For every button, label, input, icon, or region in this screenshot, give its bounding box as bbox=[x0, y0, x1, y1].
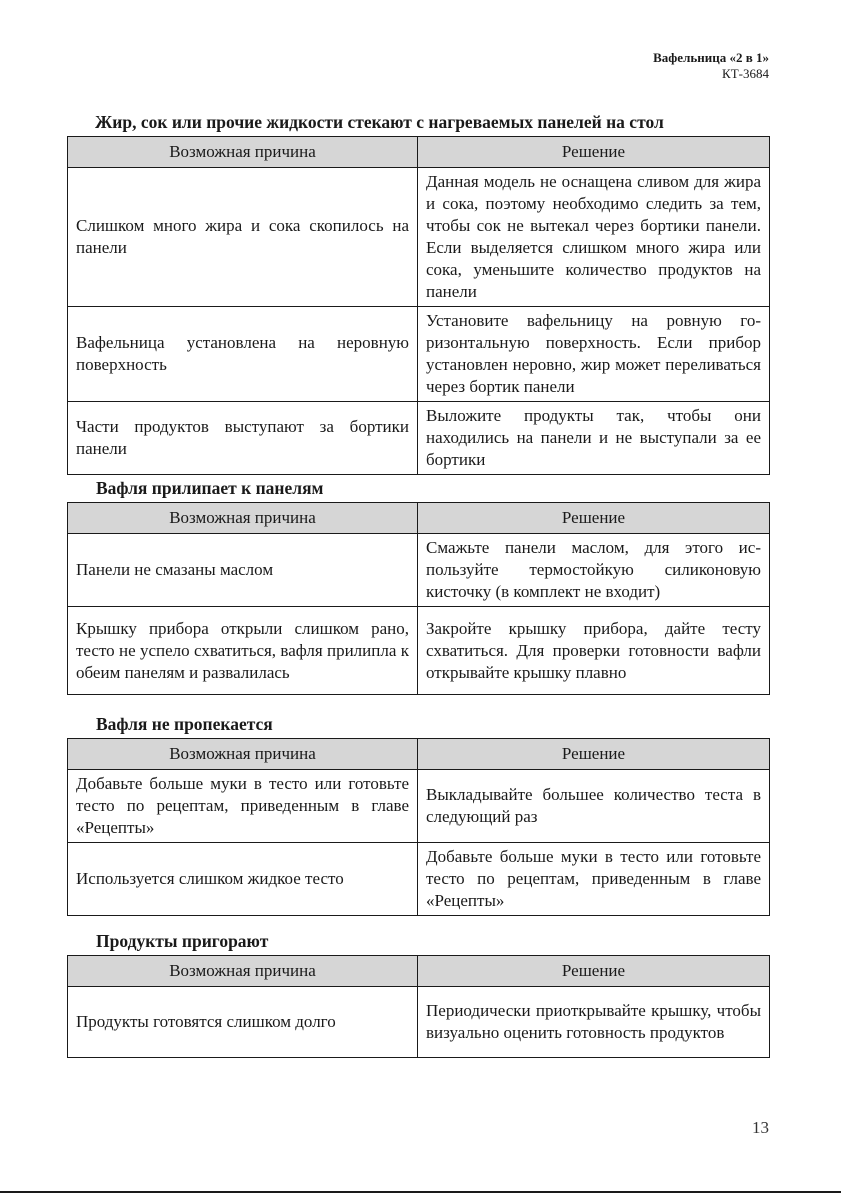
table-header-row bbox=[68, 956, 770, 987]
table-row bbox=[68, 987, 770, 1058]
table-row bbox=[68, 770, 770, 843]
section-title: Вафля прилипает к панелям bbox=[96, 478, 324, 498]
section-grease-leak bbox=[67, 111, 769, 475]
cause-cell: Добавьте больше муки в тесто или готовьте тесто по рецептам, приведенным в главе «Рецепты» bbox=[68, 770, 418, 843]
table-header-row bbox=[68, 137, 770, 168]
table-row bbox=[68, 607, 770, 695]
troubleshooting-table bbox=[67, 502, 770, 695]
section-not-baked bbox=[67, 713, 769, 916]
solution-cell: Закройте крышку прибора, дайте тесту схватиться. Для проверки готовности вафли открывайте крышку плавно bbox=[418, 607, 770, 695]
header-cause: Возможная причина bbox=[68, 137, 418, 168]
cause-cell: Панели не смазаны маслом bbox=[68, 534, 418, 607]
header-product-name: Вафельница «2 в 1» bbox=[653, 50, 769, 65]
header-cause: Возможная причина bbox=[68, 739, 418, 770]
cause-cell: Части продуктов выступают за бортики панели bbox=[68, 402, 418, 475]
header-model: КТ-3684 bbox=[722, 66, 769, 81]
header-solution: Решение bbox=[418, 503, 770, 534]
troubleshooting-table bbox=[67, 955, 770, 1058]
header-cause: Возможная причина bbox=[68, 503, 418, 534]
table-row bbox=[68, 168, 770, 307]
page-number: 13 bbox=[752, 1118, 769, 1137]
table-row bbox=[68, 402, 770, 475]
cause-cell: Используется слишком жидкое тесто bbox=[68, 843, 418, 916]
table-row bbox=[68, 843, 770, 916]
header-solution: Решение bbox=[418, 137, 770, 168]
running-header bbox=[653, 50, 769, 82]
header-solution: Решение bbox=[418, 739, 770, 770]
table-header-row bbox=[68, 739, 770, 770]
section-title: Вафля не пропекается bbox=[96, 714, 273, 734]
troubleshooting-table bbox=[67, 136, 770, 475]
cause-cell: Продукты готовятся слишком долго bbox=[68, 987, 418, 1058]
section-burning bbox=[67, 930, 769, 1058]
troubleshooting-table bbox=[67, 738, 770, 916]
solution-cell: Данная модель не оснащена сливом для жира и сока, поэтому необходимо следить за тем, чтобы сок не вытекал через бортики панели. Если выделяется слишком много жира или сока, уменьшите количество продуктов на панели bbox=[418, 168, 770, 307]
solution-cell: Добавьте больше муки в тесто или готовьте тесто по рецептам, приведенным в главе «Рецепты» bbox=[418, 843, 770, 916]
cause-cell: Крышку прибора открыли слишком рано, тесто не успело схватиться, вафля прилипла к обеим панелям и развалилась bbox=[68, 607, 418, 695]
header-solution: Решение bbox=[418, 956, 770, 987]
section-title: Продукты пригорают bbox=[96, 931, 269, 951]
solution-cell: Установите вафельницу на ровную горизонтальную поверхность. Если прибор установлен неровно, жир может переливаться через бортик панели bbox=[418, 307, 770, 402]
section-title: Жир, сок или прочие жидкости стекают с нагреваемых панелей на стол bbox=[95, 112, 664, 132]
solution-cell: Выкладывайте большее количество теста в следующий раз bbox=[418, 770, 770, 843]
solution-cell: Выложите продукты так, чтобы они находились на панели и не выступали за ее бортики bbox=[418, 402, 770, 475]
cause-cell: Вафельница установлена на неровную поверхность bbox=[68, 307, 418, 402]
header-cause: Возможная причина bbox=[68, 956, 418, 987]
solution-cell: Смажьте панели маслом, для этого используйте термостойкую силиконовую кисточку (в комплект не входит) bbox=[418, 534, 770, 607]
section-waffle-sticks bbox=[67, 477, 769, 695]
solution-cell: Периодически приоткрывайте крышку, чтобы визуально оценить готовность продуктов bbox=[418, 987, 770, 1058]
table-row bbox=[68, 534, 770, 607]
table-row bbox=[68, 307, 770, 402]
table-header-row bbox=[68, 503, 770, 534]
cause-cell: Слишком много жира и сока скопилось на панели bbox=[68, 168, 418, 307]
